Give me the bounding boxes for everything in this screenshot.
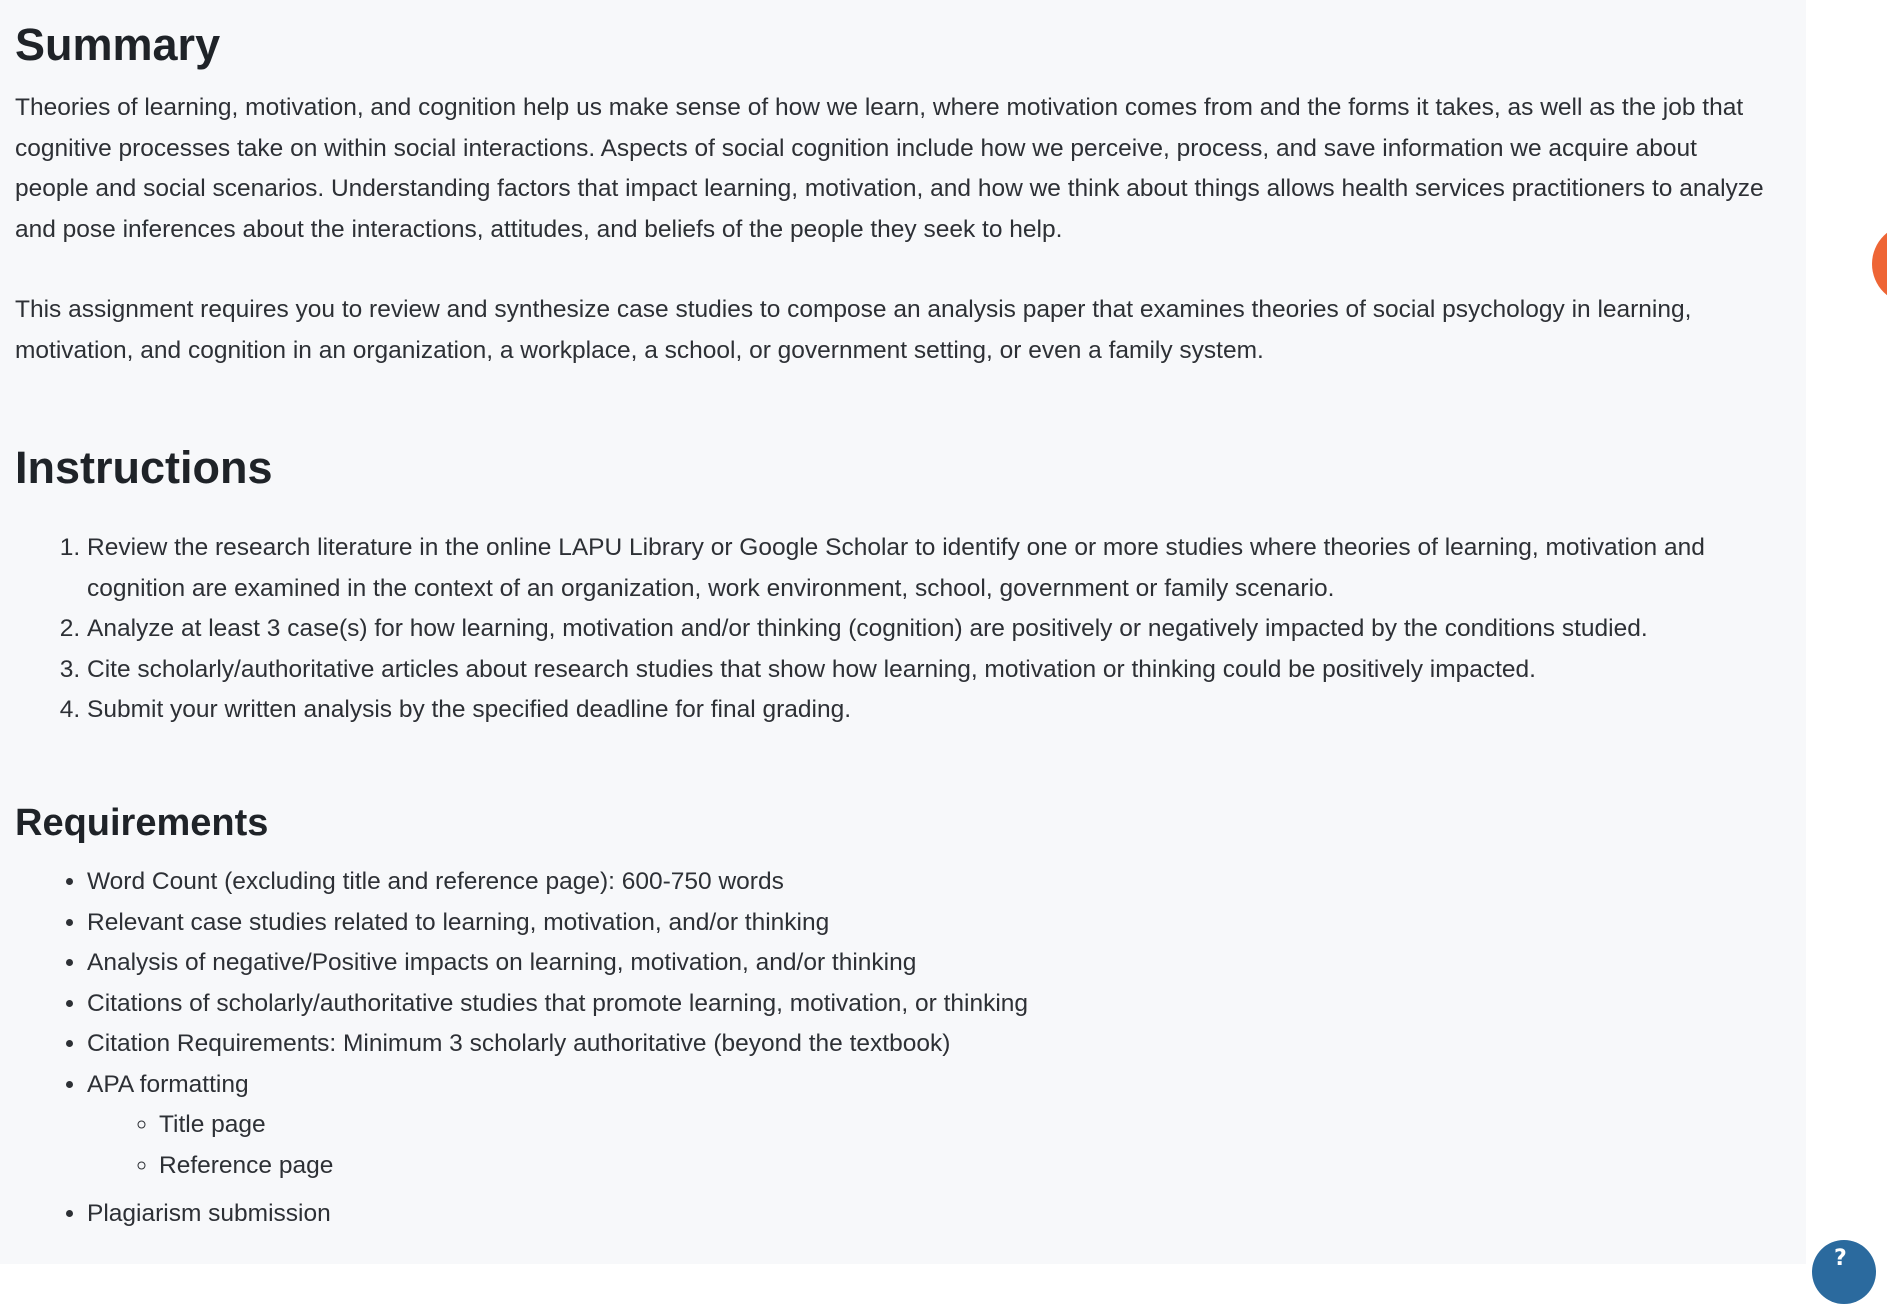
instruction-step: 1. Review the research literature in the online LAPU Library or Google Scholar to identify one or more studies where theories of learning, motivation and cognition are examined in the context of an organization, work environment, school, government or family scenario. <box>87 528 1775 609</box>
requirement-item: • Relevant case studies related to learning, motivation, and/or thinking <box>87 903 1775 944</box>
instruction-step: 4. Submit your written analysis by the specified deadline for final grading. <box>87 690 1775 731</box>
help-icon: ? <box>1834 1246 1847 1271</box>
instruction-step: 2. Analyze at least 3 case(s) for how learning, motivation and/or thinking (cognition) are positively or negatively impacted by the conditions studied. <box>87 609 1775 650</box>
summary-heading: Summary <box>15 19 221 70</box>
summary-paragraph-2: This assignment requires you to review and synthesize case studies to compose an analysis paper that examines theories of social psychology in learning, motivation, and cognition in an organization, a workplace, a school, or government setting, or even a family system. <box>15 296 1692 364</box>
instructions-list <box>15 528 1775 731</box>
requirements-heading: Requirements <box>15 802 269 844</box>
requirement-item: • Word Count (excluding title and reference page): 600-750 words <box>87 862 1775 903</box>
requirements-list <box>15 862 1775 1235</box>
requirement-item-apa <box>87 1065 1775 1187</box>
apa-subitem: ◦ Reference page <box>159 1146 1775 1187</box>
summary-paragraph-1: Theories of learning, motivation, and cognition help us make sense of how we learn, where motivation comes from and the forms it takes, as well as the job that cognitive processes take on within social interactions. Aspects of social cognition include how we perceive, process, and save information we acquire about people and social scenarios. Understanding factors that impact learning, motivation, and how we think about things allows health services practitioners to analyze and pose inferences about the interactions, attitudes, and beliefs of the people they seek to help. <box>15 94 1764 243</box>
requirement-item: • Citation Requirements: Minimum 3 scholarly authoritative (beyond the textbook) <box>87 1024 1775 1065</box>
instruction-step: 3. Cite scholarly/authoritative articles about research studies that show how learning, motivation or thinking could be positively impacted. <box>87 650 1775 691</box>
apa-sublist <box>87 1105 1775 1186</box>
apa-subitem: ◦ Title page <box>159 1105 1775 1146</box>
requirement-item: • Plagiarism submission <box>87 1194 1775 1235</box>
circle-button-icon[interactable] <box>1872 224 1887 304</box>
instructions-heading: Instructions <box>15 442 273 493</box>
requirement-item-label: APA formatting <box>87 1070 249 1098</box>
requirement-item: • Citations of scholarly/authoritative studies that promote learning, motivation, or thinking <box>87 984 1775 1025</box>
help-button[interactable] <box>1812 1240 1876 1304</box>
requirement-item: • Analysis of negative/Positive impacts on learning, motivation, and/or thinking <box>87 943 1775 984</box>
